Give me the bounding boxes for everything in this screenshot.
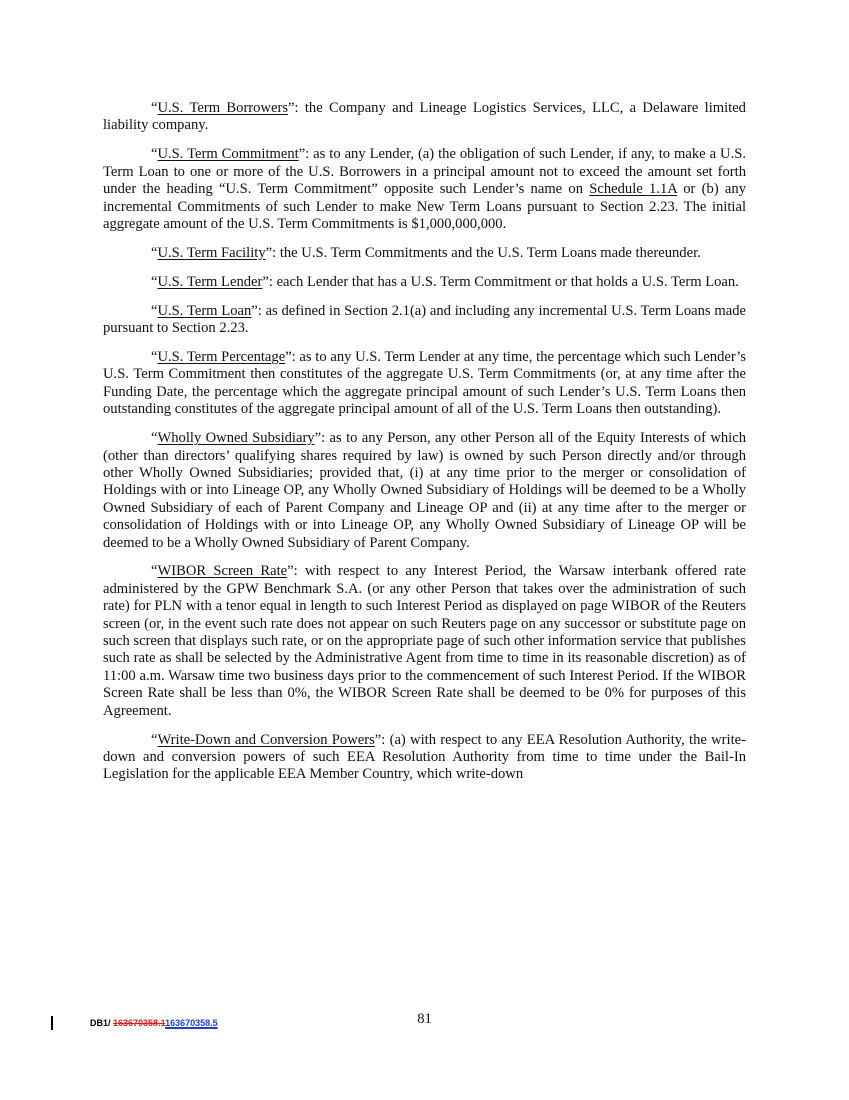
definition-paragraph (103, 100, 746, 135)
defined-term: U.S. Term Borrowers (157, 100, 289, 116)
definition-text: ”: the Company and Lineage Logistics Services, LLC, a Delaware limited liability company. (103, 100, 746, 134)
defined-term: WIBOR Screen Rate (157, 563, 288, 580)
open-quote: “ (151, 731, 158, 748)
document-id-deleted: 163670358.1 (113, 1018, 166, 1028)
open-quote: “ (151, 100, 158, 116)
defined-term: Wholly Owned Subsidiary (157, 430, 315, 447)
definition-paragraph (103, 146, 746, 233)
open-quote: “ (151, 348, 158, 365)
definition-paragraph (103, 563, 746, 720)
page-number: 81 (417, 1011, 432, 1027)
open-quote: “ (151, 244, 158, 261)
definition-text: ”: the U.S. Term Commitments and the U.S. Term Loans made thereunder. (265, 244, 701, 261)
definition-text: or (b) any incremental Commitments of such Lender to make New Term Loans pursuant to Section 2.23. The initial aggregate amount of the U.S. Term Commitments is $1,000,000,000. (103, 181, 746, 232)
document-body (103, 100, 746, 795)
open-quote: “ (151, 146, 158, 163)
definition-text: ”: as to any U.S. Term Lender at any time, the percentage which such Lender’s U.S. Term Commitment then constitutes of the aggregate U.S. Term Commitments (or, at any time after the Funding Date, the percentage which the aggregate principal amount of such Lender’s U.S. Term Loans then outstanding constitutes of the aggregate principal amount of all of the U.S. Term Loans then outstanding). (103, 348, 746, 418)
defined-term: U.S. Term Facility (157, 244, 266, 261)
defined-term: U.S. Term Loan (157, 302, 252, 319)
definition-paragraph (103, 349, 746, 419)
definition-text: ”: as to any Lender, (a) the obligation of such Lender, if any, to make a U.S. Term Loan to one or more of the U.S. Borrowers in a principal amount not to exceed the amount set forth under the heading “U.S. Term Commitment” opposite such Lender’s name on (103, 146, 746, 198)
open-quote: “ (151, 430, 158, 447)
definition-text: ”: with respect to any Interest Period, the Warsaw interbank offered rate administered by the GPW Benchmark S.A. (or any other Person that takes over the administration of such rate) for PLN with a tenor equal in length to such Interest Period as displayed on page WIBOR of the Reuters screen (or, in the event such rate does not appear on such Reuters page on any successor or substitute page on such screen that displays such rate, or on the appropriate page of such other information service that publishes such rate as shall be selected by the Administrative Agent from time to time in its reasonable discretion) as of 11:00 a.m. Warsaw time two business days prior to the commencement of such Interest Period. If the WIBOR Screen Rate shall be less than 0%, the WIBOR Screen Rate shall be deemed to be 0% for purposes of this Agreement. (103, 563, 746, 719)
definition-text: ”: (a) with respect to any EEA Resolution Authority, the write-down and conversion powers of such EEA Resolution Authority from time to time under the Bail-In Legislation for the applicable EEA Member Country, which write-down (103, 731, 746, 783)
defined-term: Write-Down and Conversion Powers (157, 731, 375, 748)
open-quote: “ (151, 563, 158, 580)
definition-paragraph (103, 430, 746, 552)
cross-reference: Schedule 1.1A (589, 181, 677, 198)
definition-paragraph (103, 732, 746, 784)
defined-term: U.S. Term Percentage (157, 348, 286, 365)
defined-term: U.S. Term Commitment (157, 146, 299, 163)
document-id-prefix: DB1/ (90, 1018, 114, 1028)
document-id-inserted: 163670358.5 (165, 1018, 218, 1028)
definition-text: ”: as defined in Section 2.1(a) and including any incremental U.S. Term Loans made pursuant to Section 2.23. (103, 302, 746, 337)
definition-text: ”: each Lender that has a U.S. Term Commitment or that holds a U.S. Term Loan. (262, 273, 739, 290)
defined-term: U.S. Term Lender (157, 273, 263, 290)
open-quote: “ (151, 273, 158, 290)
open-quote: “ (151, 302, 158, 319)
definition-text: ”: as to any Person, any other Person all of the Equity Interests of which (other than directors’ qualifying shares required by law) is owned by such Person directly and/or through other Wholly Owned Subsidiaries; provided that, (i) at any time prior to the merger or consolidation of Holdings with or into Lineage OP, any Wholly Owned Subsidiary of Holdings will be deemed to be a Wholly Owned Subsidiary of each of Parent Company and Lineage OP and (ii) at any time after to the merger or consolidation of Holdings with or into Lineage OP, any Wholly Owned Subsidiary of Lineage OP will be deemed to be a Wholly Owned Subsidiary of Parent Company. (103, 430, 746, 551)
definition-paragraph (103, 303, 746, 338)
definition-paragraph (103, 245, 746, 262)
definition-paragraph (103, 274, 746, 291)
